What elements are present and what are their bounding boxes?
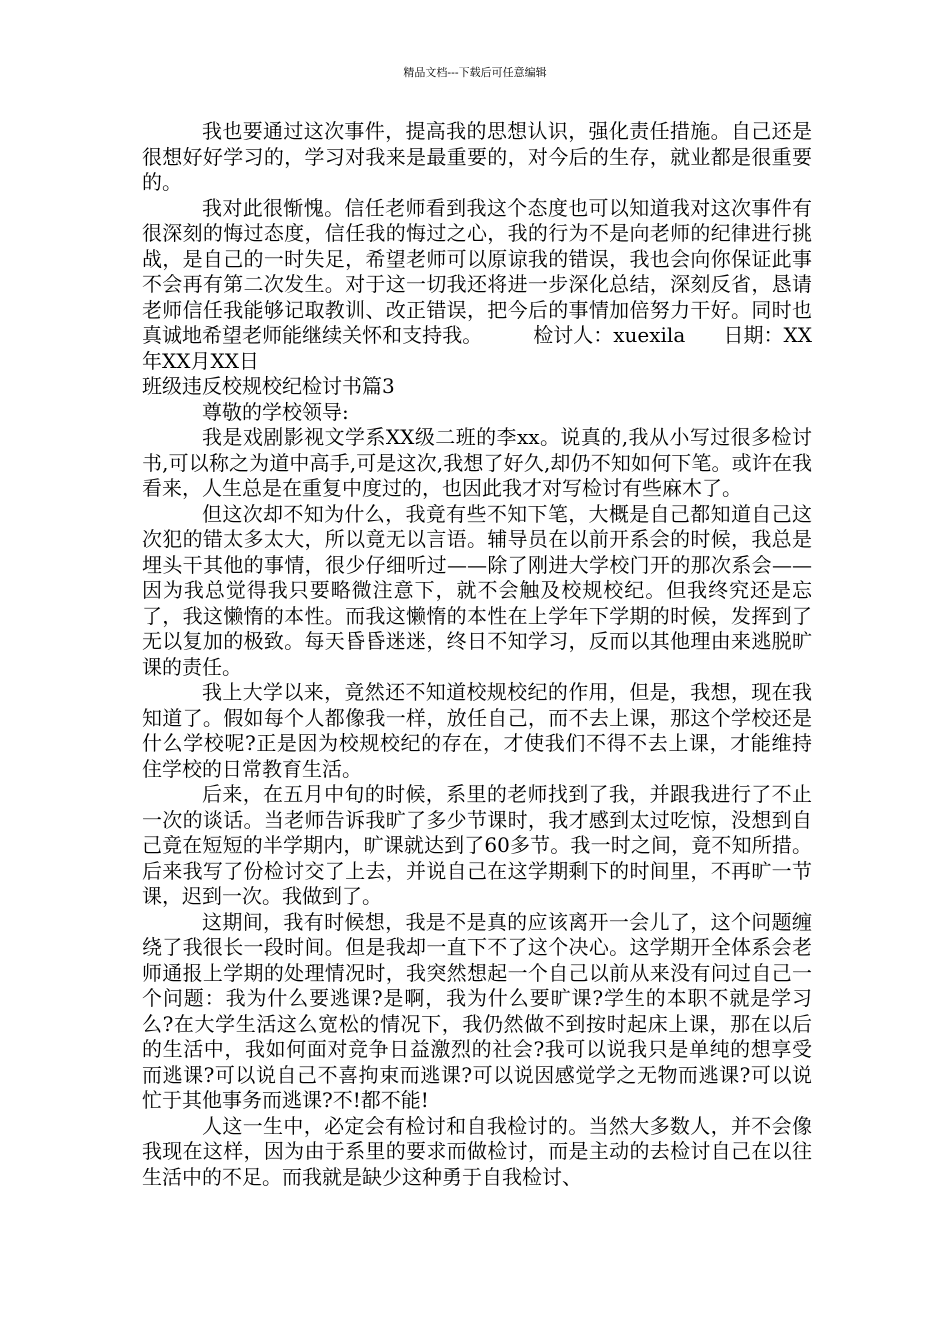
paragraph: 我也要通过这次事件，提高我的思想认识，强化责任措施。自己还是很想好好学习的，学习对我来是最重要的，对今后的生存，就业都是很重要的。 bbox=[142, 119, 812, 194]
paragraph: 这期间，我有时候想，我是不是真的应该离开一会儿了，这个问题缠绕了我很长一段时间。但是我却一直下不了这个决心。这学期开全体系会老师通报上学期的处理情况时，我突然想起一个自己以前从来没有问过自己一个问题：我为什么要逃课?是啊，我为什么要旷课?学生的本职不就是学习么?在大学生活这么宽松的情况下，我仍然做不到按时起床上课，那在以后的生活中，我如何面对竞争日益激烈的社会?我可以说我只是单纯的想享受而逃课?可以说自己不喜拘束而逃课?可以说因感觉学之无物而逃课?可以说忙于其他事务而逃课?不!都不能! bbox=[142, 909, 812, 1112]
paragraph bbox=[142, 196, 812, 375]
signature-inspector: 检讨人：xuexila bbox=[533, 323, 686, 347]
paragraph: 我是戏剧影视文学系XX级二班的李xx。说真的,我从小写过很多检讨书,可以称之为道中高手,可是这次,我想了好久,却仍不知如何下笔。或许在我看来，人生总是在重复中度过的，也因此我才对写检讨有些麻木了。 bbox=[142, 425, 812, 500]
paragraph: 我上大学以来，竟然还不知道校规校纪的作用，但是，我想，现在我知道了。假如每个人都像我一样，放任自己，而不去上课，那这个学校还是什么学校呢?正是因为校规校纪的存在，才使我们不得不去上课，才能维持住学校的日常教育生活。 bbox=[142, 680, 812, 781]
page-header: 精品文档---下载后可任意编辑 bbox=[403, 66, 547, 79]
section-title: 班级违反校规校纪检讨书篇3 bbox=[142, 374, 395, 398]
document-body bbox=[142, 119, 812, 1190]
salutation: 尊敬的学校领导: bbox=[202, 399, 349, 424]
signature-date: 日期：XX年XX月XX日 bbox=[142, 323, 813, 373]
paragraph: 人这一生中，必定会有检讨和自我检讨的。当然大多数人，并不会像我现在这样，因为由于系里的要求而做检讨，而是主动的去检讨自己在以往生活中的不足。而我就是缺少这种勇于自我检讨、 bbox=[142, 1113, 812, 1189]
paragraph-text: 我对此很惭愧。信任老师看到我这个态度也可以知道我对这次事件有很深刻的悔过态度，信任我的悔过之心，我的行为不是向老师的纪律进行挑战，是自己的一时失足，希望老师可以原谅我的错误，我也会向你保证此事不会再有第二次发生。对于这一切我还将进一步深化总结，深刻反省，恳请老师信任我能够记取教训、改正错误，把今后的事情加倍努力干好。同时也真诚地希望老师能继续关怀和支持我。 bbox=[142, 195, 812, 347]
paragraph: 后来，在五月中旬的时候，系里的老师找到了我，并跟我进行了不止一次的谈话。当老师告诉我旷了多少节课时，我才感到太过吃惊，没想到自己竟在短短的半学期内，旷课就达到了60多节。我一时之间，竟不知所措。后来我写了份检讨交了上去，并说自己在这学期剩下的时间里，不再旷一节课，迟到一次。我做到了。 bbox=[142, 782, 812, 908]
paragraph: 但这次却不知为什么，我竟有些不知下笔，大概是自己都知道自己这次犯的错太多太大，所以竟无以言语。辅导员在以前开系会的时候，我总是埋头干其他的事情，很少仔细听过——除了刚进大学校门开的那次系会——因为我总觉得我只要略微注意下，就不会触及校规校纪。但我终究还是忘了，我这懒惰的本性。而我这懒惰的本性在上学年下学期的时候，发挥到了无以复加的极致。每天昏昏迷迷，终日不知学习，反而以其他理由来逃脱旷课的责任。 bbox=[142, 501, 812, 679]
